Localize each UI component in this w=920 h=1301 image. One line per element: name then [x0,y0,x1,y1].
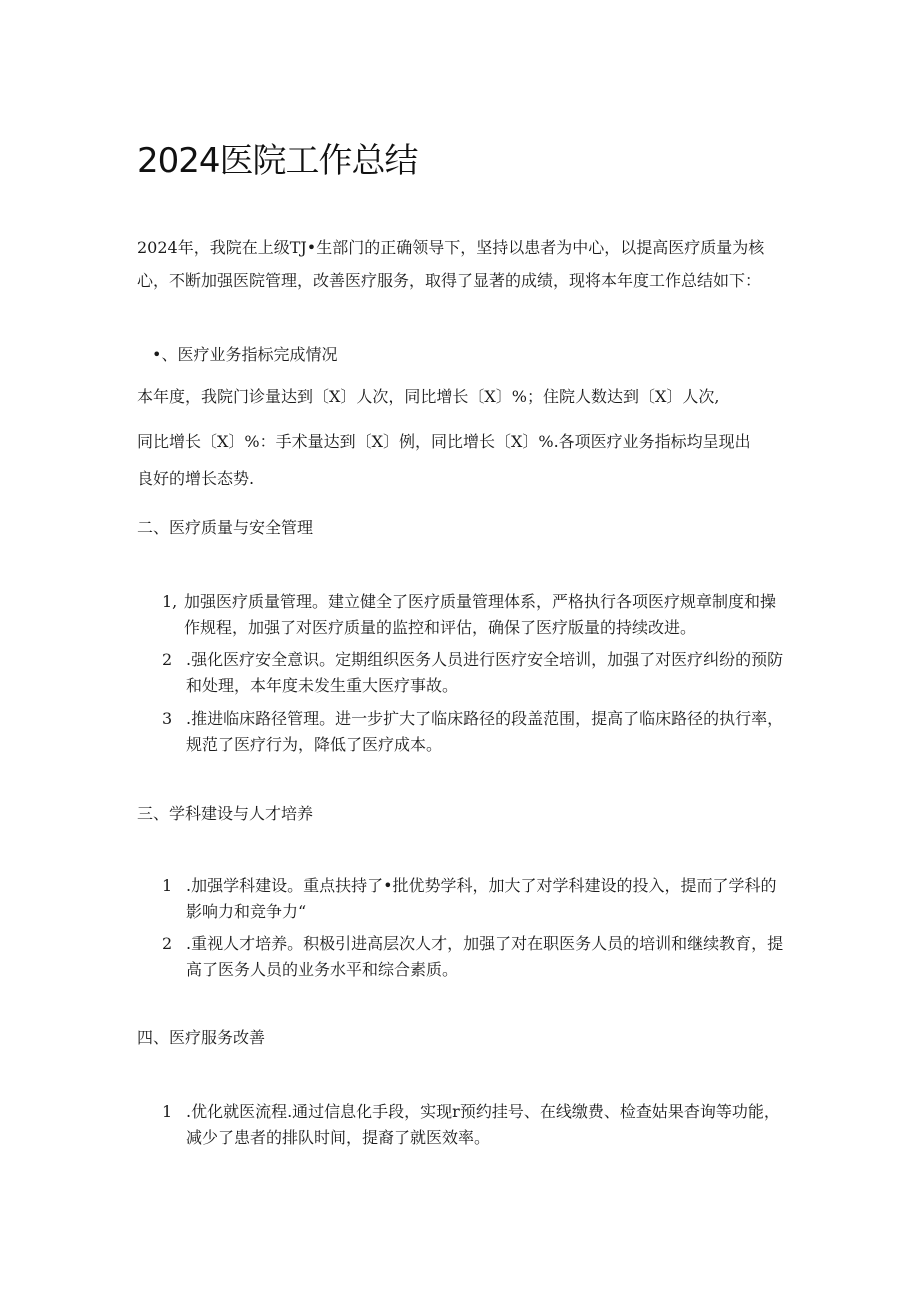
section1-line-3: 良好的增长态势. [137,469,255,488]
list-item [162,873,790,925]
list-item-number: 2 [162,934,173,953]
list-item-text: 加强医疗质量管理。建立健全了医疗质量管理体系，严格执行各项医疗规章制度和操作规程，加强了对医疗质量的监控和评估，确保了医疗版量的持续改进。 [184,592,777,637]
section1-line-2: 同比增长〔X〕%：手术量达到〔X〕例，同比增长〔X〕%.各项医疗业务指标均呈现出 [137,432,751,451]
list-item [162,706,790,758]
document-title: 2024医院工作总结 [137,141,418,181]
section-heading-discipline-talent: 三、学科建设与人才培养 [137,804,314,823]
list-item-number: 2 [162,650,173,669]
section-heading-quality-safety: 二、医疗质量与安全管理 [137,518,314,537]
list-item-number: 1 [162,1102,173,1121]
section-heading-service-improvement: 四、医疗服务改善 [137,1028,266,1047]
list-item-text: .推进临床路径管理。进一步扩大了临床路径的段盖范围，提高了临床路径的执行率，规范了医疗行为，降低了医疗成本。 [186,709,784,754]
list-item [162,647,790,699]
list-item [162,1099,790,1151]
list-item-number: 3 [162,709,173,728]
list-item-text: .加强学科建设。重点扶持了•批优势学科，加大了对学科建设的投入，提而了学科的影响力和竞争力“ [186,876,777,921]
list-item-text: .重视人才培养。积极引进高层次人才，加强了对在职医务人员的培训和继续教育，提高了医务人员的业务水平和综合素质。 [186,934,784,979]
list-item-number: 1, [162,592,178,611]
list-item-number: 1 [162,876,173,895]
list-item [162,589,790,641]
section1-line-1: 本年度，我院门诊量达到〔X〕人次，同比增长〔X〕%；住院人数达到〔X〕人次, [137,387,720,406]
intro-paragraph: 2024年，我院在上级TJ•生部门的正确领导下，坚持以患者为中心，以提高医疗质量为核心，不断加强医院管理，改善医疗服务，取得了显著的成绩，现将本年度工作总结如下： [137,238,765,290]
section-heading-business-indicators: •、医疗业务指标完成情况 [152,345,338,364]
list-item [162,931,790,983]
list-item-text: .优化就医流程.通过信息化手段，实现r预约挂号、在线缴费、检查姑果杳询等功能，减少了患者的排队时间，提裔了就医效率。 [186,1102,780,1147]
list-item-text: .强化医疗安全意识。定期组织医务人员进行医疗安全培训，加强了对医疗纠纷的预防和处理，本年度未发生重大医疗事故。 [186,650,784,695]
